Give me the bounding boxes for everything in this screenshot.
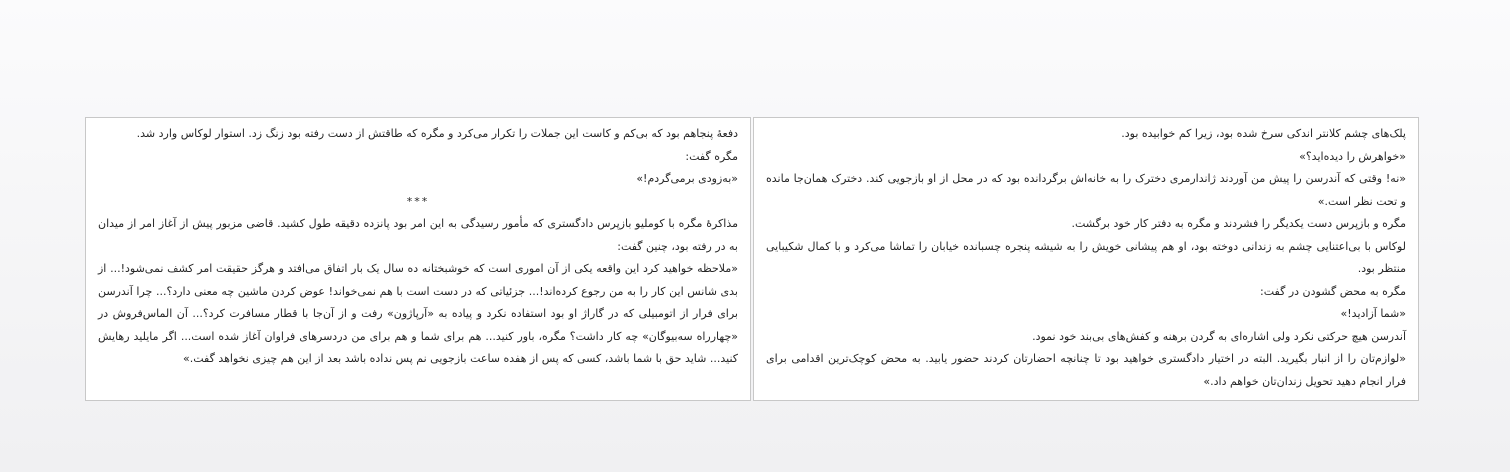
paragraph: مذاکرهٔ مگره با کوملیو بازپرس دادگستری که مأمور رسیدگی به این امر بود پانزده دقیقه طول کشید. قاضی مزبور پیش از آغاز امر از میدان به در رفته بود، چنین گفت:: [98, 217, 738, 253]
paragraph: «خواهرش را دیده‌اید؟»: [1299, 149, 1406, 163]
right-page: [753, 117, 1419, 401]
section-separator: ***: [406, 194, 430, 208]
paragraph: «ملاحظه خواهید کرد این واقعه یکی از آن اموری است که خوشبختانه ده سال یک بار اتفاق می‌افتد و هرگز حقیقت امر کشف نمی‌شود!... از بدی شانس این کار را به من رجوع کرده‌اند!... جزئیاتی که در دست است با هم نمی‌خواند! عوض کردن ماشین چه معنی دارد؟... چرا آندرسن برای فرار از اتومبیلی که در گاراژ او بود استفاده نکرد و پیاده به «آرپاژون» رفت و از آن‌جا با قطار مسافرت کرد؟... آن الماس‌فروش در «چهارراه سه‌بیوگان» چه کار داشت؟ مگره، باور کنید... هم برای شما و هم برای من دردسرهای فراوان آغاز شده است... اگر مایلید رهایش کنید... شاید حق با شما باشد، کسی که پس از هفده ساعت بازجویی نم پس نداده باشد بعد از این هم چیزی نخواهد گفت.»: [98, 262, 738, 365]
paragraph: «شما آزادید!»: [1340, 307, 1406, 320]
paragraph: لوکاس با بی‌اعتنایی چشم به زندانی دوخته بود، او هم پیشانی خویش را به شیشه پنجره چسبانده خیابان را تماشا می‌کرد و با کمال شکیبایی منتظر بود.: [766, 239, 1406, 275]
paragraph: «نه! وقتی که آندرسن را پیش من آوردند ژاندارمری دخترک را به خانه‌اش برگردانده بود که در محل از او بازجویی کند. دخترک همان‌جا مانده و تحت نظر است.»: [766, 172, 1406, 208]
paragraph: آندرسن هیچ حرکتی نکرد ولی اشاره‌ای به گردن برهنه و کفش‌های بی‌بند خود نمود.: [1032, 329, 1406, 343]
paragraph: «لوازم‌تان را از انبار بگیرید. البته در اختیار دادگستری خواهید بود تا چنانچه احضارتان کردند حضور یابید. به محض کوچک‌ترین اقدامی برای فرار انجام دهید تحویل زندان‌تان خواهم داد.»: [766, 352, 1406, 388]
paragraph: مگره گفت:: [685, 149, 738, 163]
book-spread: [85, 117, 1419, 401]
paragraph: پلک‌های چشم کلانتر اندکی سرخ شده بود، زیرا کم خوابیده بود.: [1121, 127, 1406, 140]
paragraph: دفعهٔ پنجاهم بود که بی‌کم و کاست این جملات را تکرار می‌کرد و مگره که طاقتش از دست رفته بود زنگ زد. استوار لوکاس وارد شد.: [136, 127, 738, 140]
paragraph: مگره به محض گشودن در گفت:: [1260, 284, 1406, 298]
paragraph: مگره و بازپرس دست یکدیگر را فشردند و مگره به دفتر کار خود برگشت.: [1071, 217, 1406, 230]
paragraph: «به‌زودی برمی‌گردم!»: [636, 172, 738, 185]
left-page: [85, 117, 751, 401]
